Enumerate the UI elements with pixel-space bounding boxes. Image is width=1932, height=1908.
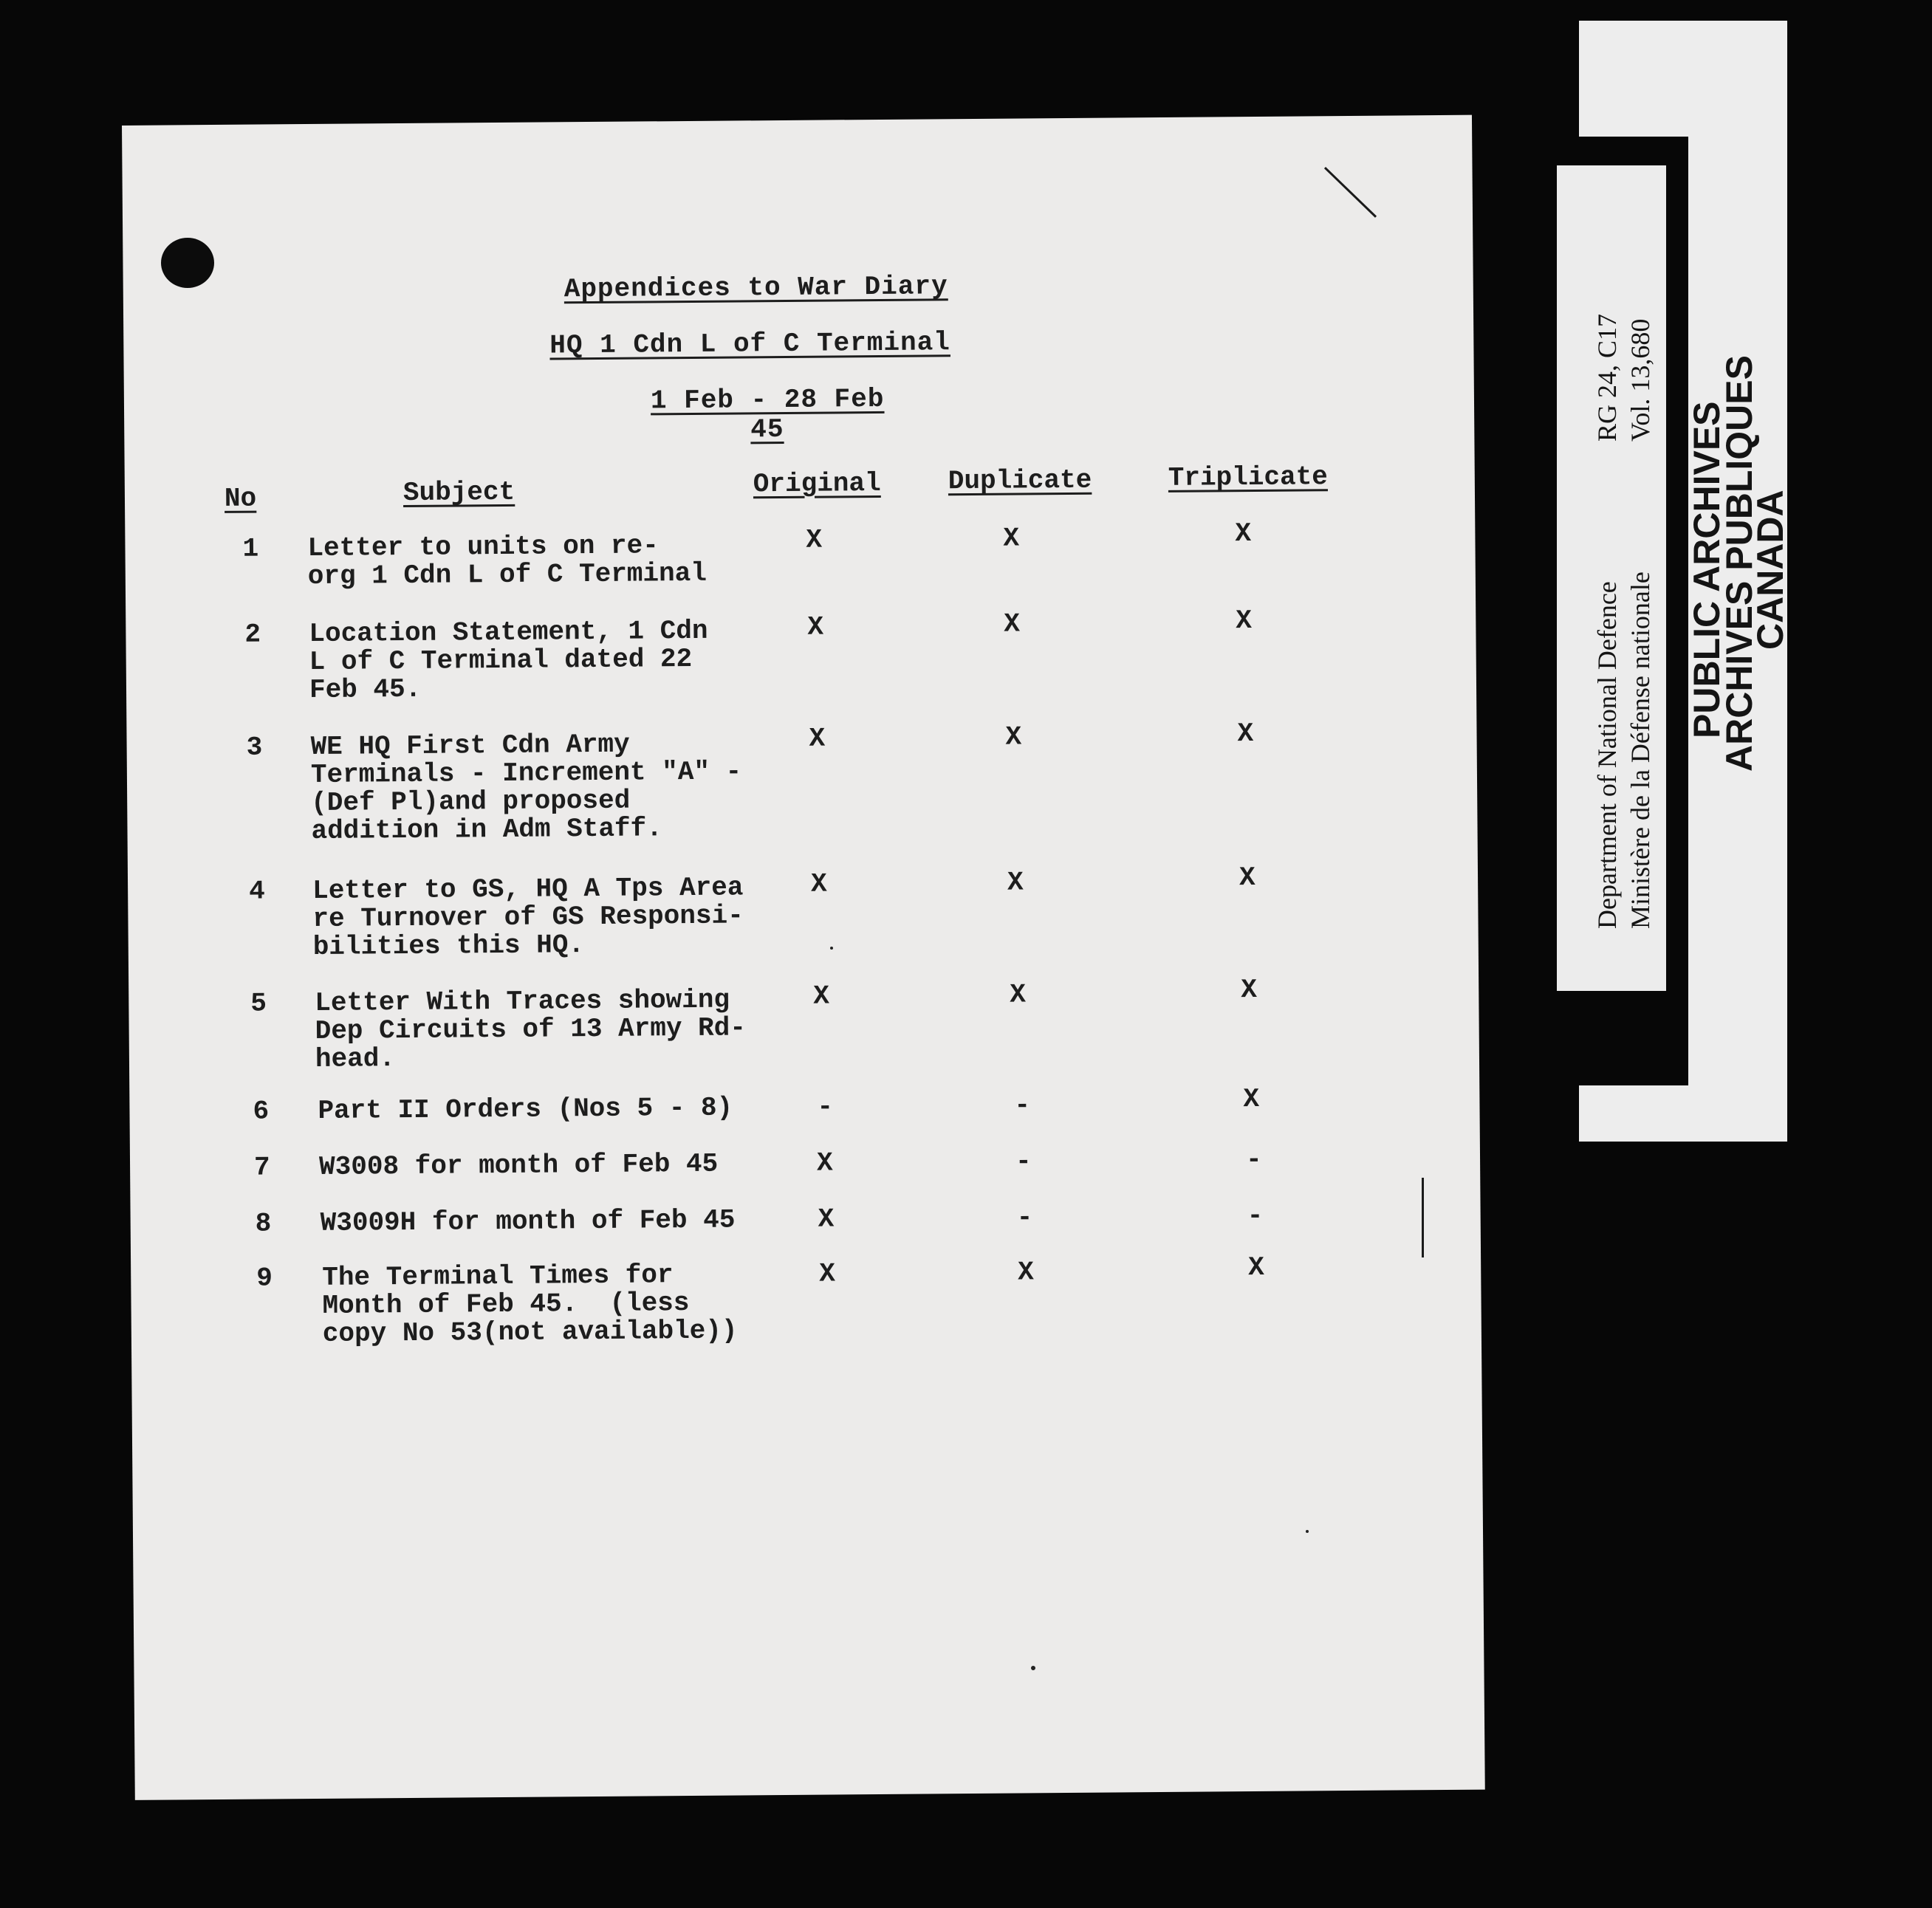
- row-original-mark: X: [807, 611, 824, 642]
- row-triplicate-mark: X: [1243, 1083, 1260, 1115]
- dust-speck: [1031, 1666, 1035, 1670]
- row-duplicate-mark: X: [1003, 523, 1020, 554]
- row-subject: Letter to GS, HQ A Tps Area re Turnover of GS Responsi- bilities this HQ.: [312, 872, 744, 963]
- scratch-mark: [1422, 1178, 1424, 1257]
- row-original-mark: -: [817, 1091, 834, 1122]
- column-header-duplicate: Duplicate: [948, 464, 1092, 497]
- row-number: 5: [250, 988, 267, 1019]
- column-header-subject: Subject: [402, 476, 515, 509]
- row-duplicate-mark: X: [1007, 867, 1024, 898]
- row-duplicate-mark: X: [1005, 721, 1022, 752]
- archive-name-fr: ARCHIVES PUBLIQUES: [1719, 355, 1760, 772]
- row-number: 8: [255, 1208, 272, 1239]
- row-subject: W3009H for month of Feb 45: [320, 1204, 736, 1238]
- row-number: 3: [246, 732, 263, 763]
- row-original-mark: X: [819, 1258, 836, 1289]
- row-number: 4: [248, 876, 265, 907]
- table-row: [126, 718, 1476, 847]
- table-row: [129, 974, 1479, 1074]
- table-row: [131, 1200, 1481, 1239]
- row-subject: Location Statement, 1 Cdn L of C Terminal dated 22 Feb 45.: [309, 615, 708, 706]
- row-original-mark: X: [810, 868, 827, 899]
- archive-volume: Vol. 13,680: [1626, 318, 1655, 442]
- archive-department-fr: Ministère de la Défense nationale: [1626, 572, 1655, 929]
- row-subject: WE HQ First Cdn Army Terminals - Increment "A" - (Def Pl)and proposed addition in Adm Staff.: [310, 729, 742, 847]
- row-duplicate-mark: -: [1016, 1202, 1033, 1233]
- row-number: 6: [253, 1096, 270, 1127]
- row-duplicate-mark: -: [1015, 1146, 1032, 1177]
- row-original-mark: X: [813, 981, 830, 1012]
- row-subject: Part II Orders (Nos 5 - 8): [318, 1092, 733, 1126]
- column-header-no: No: [224, 483, 257, 514]
- row-duplicate-mark: X: [1004, 608, 1021, 639]
- dust-speck: [1306, 1530, 1309, 1533]
- row-subject: Letter to units on re- org 1 Cdn L of C Terminal: [307, 530, 708, 592]
- row-number: 7: [253, 1152, 270, 1183]
- archive-reference: RG 24, C17: [1592, 313, 1622, 442]
- row-original-mark: X: [806, 524, 823, 555]
- row-duplicate-mark: X: [1018, 1257, 1035, 1288]
- document-unit: HQ 1 Cdn L of C Terminal: [549, 327, 950, 361]
- archive-department-en: Department of National Defence: [1592, 581, 1622, 929]
- table-row: [131, 1252, 1481, 1349]
- row-duplicate-mark: X: [1010, 979, 1027, 1010]
- table-row: [126, 605, 1476, 706]
- table-row: [129, 1083, 1479, 1127]
- row-triplicate-mark: X: [1241, 974, 1258, 1006]
- row-duplicate-mark: -: [1014, 1090, 1031, 1121]
- row-triplicate-mark: X: [1248, 1252, 1264, 1283]
- dust-speck: [830, 947, 833, 950]
- row-number: 2: [244, 619, 261, 650]
- row-triplicate-mark: -: [1245, 1144, 1262, 1176]
- document-page: [122, 115, 1485, 1800]
- row-original-mark: X: [809, 723, 826, 754]
- row-triplicate-mark: -: [1247, 1200, 1264, 1232]
- document-period: 1 Feb - 28 Feb: [650, 383, 885, 416]
- row-subject: W3008 for month of Feb 45: [318, 1148, 719, 1182]
- row-triplicate-mark: X: [1236, 605, 1253, 636]
- column-header-triplicate: Triplicate: [1168, 461, 1328, 493]
- column-header-original: Original: [753, 467, 881, 500]
- document-title: Appendices to War Diary: [564, 271, 948, 305]
- table-row: [128, 862, 1478, 963]
- table-row: [130, 1144, 1480, 1183]
- punch-hole: [161, 238, 214, 288]
- row-original-mark: X: [818, 1204, 835, 1235]
- table-row: [125, 518, 1475, 592]
- row-number: 1: [242, 533, 259, 564]
- row-original-mark: X: [816, 1147, 833, 1178]
- row-triplicate-mark: X: [1237, 718, 1254, 749]
- row-subject: Letter With Traces showing Dep Circuits of 13 Army Rd- head.: [315, 984, 747, 1074]
- archive-country: CANADA: [1750, 490, 1791, 650]
- archive-name-en: PUBLIC ARCHIVES: [1686, 401, 1727, 738]
- document-year: 45: [750, 413, 784, 445]
- row-triplicate-mark: X: [1235, 518, 1252, 549]
- row-number: 9: [256, 1263, 273, 1294]
- row-subject: The Terminal Times for Month of Feb 45. (less copy No 53(not available)): [322, 1260, 738, 1349]
- row-triplicate-mark: X: [1239, 862, 1256, 893]
